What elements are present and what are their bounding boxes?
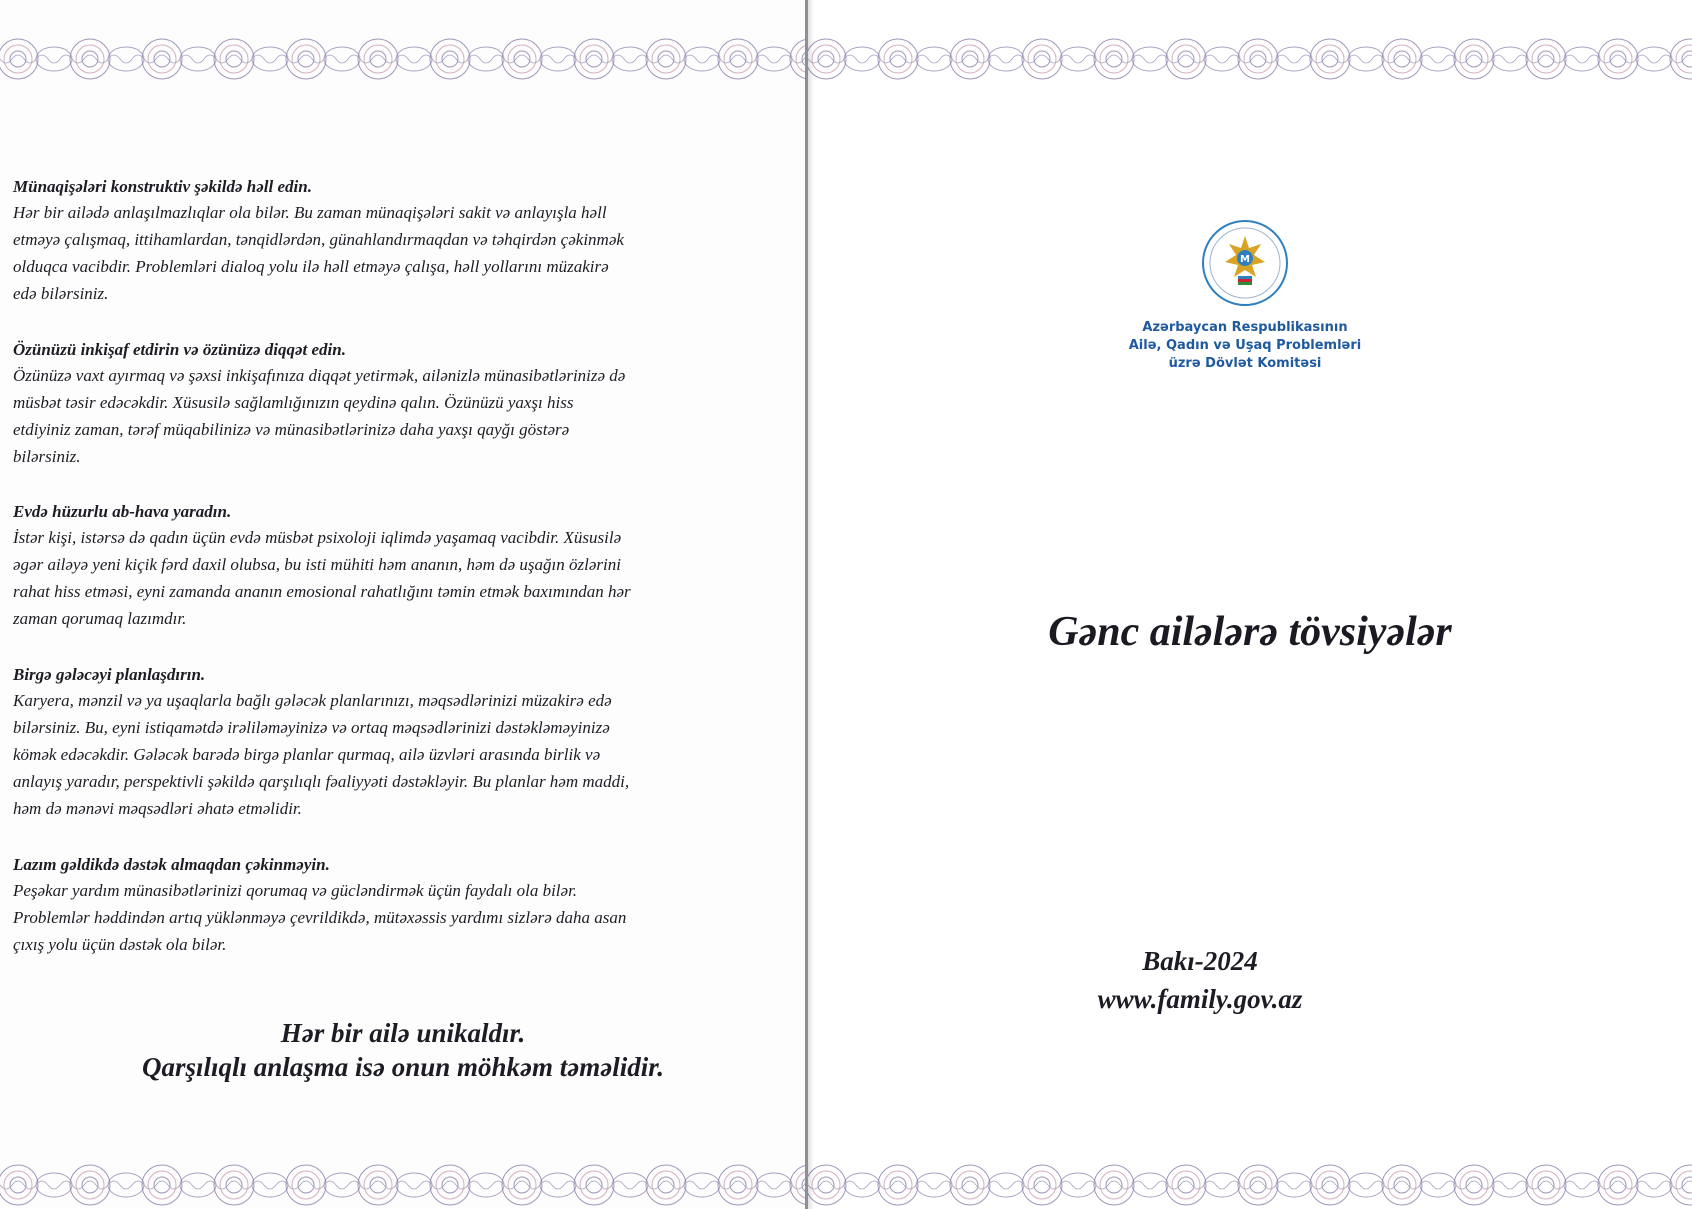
ornament-link xyxy=(180,1173,216,1197)
ornament-link xyxy=(396,47,432,71)
website-link[interactable]: www.family.gov.az xyxy=(1097,984,1303,1014)
ornament-ring xyxy=(956,1171,984,1199)
ornamental-border-top xyxy=(0,32,806,86)
ornament-wave xyxy=(0,55,806,63)
ornament-ring xyxy=(812,45,840,73)
ornament-link xyxy=(844,47,880,71)
ornament-ring xyxy=(1604,45,1632,73)
ornament-ring xyxy=(580,45,608,73)
ornament-ring xyxy=(1460,45,1488,73)
ornament-link xyxy=(108,47,144,71)
section-line: Karyera, mənzil və ya uşaqlarla bağlı gələcək planlarınızı, məqsədlərinizi müzakirə edə xyxy=(13,691,612,710)
ornament-link xyxy=(756,1173,792,1197)
ornament-link xyxy=(684,47,720,71)
ornament-ring xyxy=(76,45,104,73)
section-line: Özünüzə vaxt ayırmaq və şəxsi inkişafınıza diqqət yetirmək, ailənizlə münasibətlərinizə də xyxy=(13,366,626,385)
section-line: Peşəkar yardım münasibətlərinizi qorumaq və gücləndirmək üçün faydalı ola bilər. xyxy=(13,881,578,900)
ornament-ring xyxy=(1604,1171,1632,1199)
section-line: əgər ailəyə yeni kiçik fərd daxil olubsa, bu isti mühiti həm ananın, həm də uşağın özlərini xyxy=(13,555,621,574)
committee-emblem-icon xyxy=(1200,218,1290,308)
section-future-planning xyxy=(13,662,773,822)
ornament-link xyxy=(1204,47,1240,71)
ornament-link xyxy=(108,1173,144,1197)
org-line: Ailə, Qadın və Uşaq Problemləri xyxy=(1128,338,1362,353)
ornament-wave xyxy=(0,1181,806,1189)
ornament-link xyxy=(1636,47,1672,71)
motto-line-2: Qarşılıqlı anlaşma isə onun möhkəm təməlidir. xyxy=(141,1052,665,1082)
ornament-ring xyxy=(436,1171,464,1199)
ornament-ring xyxy=(1316,45,1344,73)
city-year: Bakı-2024 xyxy=(1142,946,1258,976)
ornament-link xyxy=(684,1173,720,1197)
section-heading: Özünüzü inkişaf etdirin və özünüzə diqqət edin. xyxy=(13,340,346,359)
ornament-ring xyxy=(1244,1171,1272,1199)
ornament-ring xyxy=(1172,45,1200,73)
section-seeking-support xyxy=(13,852,773,958)
ornament-link xyxy=(180,47,216,71)
ornament-link xyxy=(1420,1173,1456,1197)
section-line: İstər kişi, istərsə də qadın üçün evdə müsbət psixoloji iqlimdə yaşamaq vacibdir. Xüsusilə xyxy=(13,528,622,547)
ornament-ring xyxy=(1532,1171,1560,1199)
ornament-ring xyxy=(884,45,912,73)
ornament-link xyxy=(1348,1173,1384,1197)
ornament-ring xyxy=(1316,1171,1344,1199)
ornament-link xyxy=(988,1173,1024,1197)
ornament-link xyxy=(916,1173,952,1197)
ornament-ring xyxy=(652,45,680,73)
right-page xyxy=(808,0,1692,1209)
ornamental-border-bottom xyxy=(0,1158,806,1209)
ornament-ring xyxy=(956,45,984,73)
org-line: Azərbaycan Respublikasının xyxy=(1142,320,1348,335)
section-line: anlayış yaradır, perspektivli şəkildə qarşılıqlı fəaliyyəti dəstəkləyir. Bu planlar həm maddi, xyxy=(13,772,630,791)
ornament-link xyxy=(1276,47,1312,71)
page-fold-shadow xyxy=(808,0,814,1209)
ornament-ring xyxy=(1532,45,1560,73)
ornament-ring xyxy=(292,45,320,73)
ornament-link xyxy=(324,47,360,71)
section-conflicts xyxy=(13,174,773,307)
ornament-ring xyxy=(724,1171,752,1199)
ornament-link xyxy=(1564,1173,1600,1197)
left-page xyxy=(0,0,806,1209)
section-line: Hər bir ailədə anlaşılmazlıqlar ola bilər. Bu zaman münaqişələri sakit və anlayışla həll xyxy=(13,203,607,222)
ornament-ring xyxy=(1388,1171,1416,1199)
ornament-link xyxy=(1060,47,1096,71)
section-self-development xyxy=(13,337,773,470)
ornament-link xyxy=(252,1173,288,1197)
section-line: həm də mənəvi məqsədləri əhatə etməlidir. xyxy=(13,799,302,818)
organization-name xyxy=(1080,319,1410,373)
ornament-link xyxy=(612,47,648,71)
section-line: etməyə çalışmaq, ittihamlardan, tənqidlərdən, günahlandırmaqdan və təhqirdən çəkinmək xyxy=(13,230,624,249)
motto-line-1: Hər bir ailə unikaldır. xyxy=(280,1018,526,1048)
section-heading: Lazım gəldikdə dəstək almaqdan çəkinməyin. xyxy=(13,855,330,874)
ornament-link xyxy=(1060,1173,1096,1197)
ornament-link xyxy=(1420,47,1456,71)
ornamental-border-top xyxy=(808,32,1692,86)
ornament-link xyxy=(1204,1173,1240,1197)
ornament-link xyxy=(756,47,792,71)
ornament-link xyxy=(612,1173,648,1197)
ornament-link xyxy=(1276,1173,1312,1197)
ornament-link xyxy=(252,47,288,71)
document-title: Gənc ailələrə tövsiyələr xyxy=(1048,609,1452,655)
ornament-ring xyxy=(1100,1171,1128,1199)
ornament-ring xyxy=(220,1171,248,1199)
section-line: Problemlər həddindən artıq yüklənməyə çevrildikdə, mütəxəssis yardımı sizlərə daha asan xyxy=(13,908,627,927)
svg-text:M: M xyxy=(1240,254,1250,265)
ornament-link xyxy=(844,1173,880,1197)
ornament-ring xyxy=(76,1171,104,1199)
ornament-ring xyxy=(220,45,248,73)
ornament-ring xyxy=(1460,1171,1488,1199)
section-heading: Birgə gələcəyi planlaşdırın. xyxy=(13,665,206,684)
ornament-ring xyxy=(1172,1171,1200,1199)
ornament-link xyxy=(1132,47,1168,71)
ornament-ring xyxy=(724,45,752,73)
ornament-ring xyxy=(364,1171,392,1199)
ornament-link xyxy=(988,47,1024,71)
ornament-link xyxy=(1348,47,1384,71)
ornament-link xyxy=(324,1173,360,1197)
section-line: bilərsiniz. Bu, eyni istiqamətdə irəliləməyinizə və ortaq məqsədlərinizi dəstəkləməyinizə xyxy=(13,718,610,737)
ornament-ring xyxy=(812,1171,840,1199)
ornament-link xyxy=(540,1173,576,1197)
ornament-ring xyxy=(580,1171,608,1199)
ornament-ring xyxy=(1028,45,1056,73)
ornament-ring xyxy=(884,1171,912,1199)
ornamental-border-bottom xyxy=(808,1158,1692,1209)
ornament-link xyxy=(1564,47,1600,71)
ornament-ring xyxy=(4,1171,32,1199)
ornament-link xyxy=(1492,1173,1528,1197)
section-heading: Evdə hüzurlu ab-hava yaradın. xyxy=(13,502,232,521)
section-line: bilərsiniz. xyxy=(13,447,81,466)
ornament-ring xyxy=(508,45,536,73)
section-line: edə bilərsiniz. xyxy=(13,284,109,303)
ornament-ring xyxy=(652,1171,680,1199)
ornament-link xyxy=(916,47,952,71)
ornament-ring xyxy=(148,1171,176,1199)
section-line: zaman qorumaq lazımdır. xyxy=(13,609,187,628)
section-line: kömək edəcəkdir. Gələcək barədə birgə planlar qurmaq, ailə üzvləri arasında birlik və xyxy=(13,745,601,764)
section-line: olduqca vacibdir. Problemləri dialoq yolu ilə həll etməyə çalışa, həll yollarını müzakirə xyxy=(13,257,609,276)
motto xyxy=(0,1016,806,1084)
ornament-link xyxy=(468,1173,504,1197)
org-line: üzrə Dövlət Komitəsi xyxy=(1168,356,1322,371)
ornament-ring xyxy=(1100,45,1128,73)
ornament-ring xyxy=(508,1171,536,1199)
ornament-link xyxy=(540,47,576,71)
ornament-ring xyxy=(1028,1171,1056,1199)
ornament-ring xyxy=(436,45,464,73)
section-line: etdiyiniz zaman, tərəf müqabilinizə və münasibətlərinizə daha yaxşı qayğı göstərə xyxy=(13,420,570,439)
ornament-ring xyxy=(1388,45,1416,73)
ornament-ring xyxy=(1244,45,1272,73)
ornament-ring xyxy=(364,45,392,73)
section-heading: Münaqişələri konstruktiv şəkildə həll edin. xyxy=(13,177,312,196)
ornament-link xyxy=(36,1173,72,1197)
ornament-link xyxy=(1636,1173,1672,1197)
ornament-link xyxy=(468,47,504,71)
ornament-ring xyxy=(148,45,176,73)
section-line: rahat hiss etməsi, eyni zamanda ananın emosional rahatlığını təmin etmək baxımından hər xyxy=(13,582,631,601)
ornament-ring xyxy=(4,45,32,73)
ornament-link xyxy=(36,47,72,71)
ornament-link xyxy=(396,1173,432,1197)
ornament-ring xyxy=(292,1171,320,1199)
section-line: çıxış yolu üçün dəstək ola bilər. xyxy=(13,935,227,954)
section-line: müsbət təsir edəcəkdir. Xüsusilə sağlamlığınızın qeydinə qalın. Özünüzü yaxşı hiss xyxy=(13,393,574,412)
ornament-link xyxy=(1132,1173,1168,1197)
ornament-link xyxy=(1492,47,1528,71)
section-home-atmosphere xyxy=(13,499,773,632)
